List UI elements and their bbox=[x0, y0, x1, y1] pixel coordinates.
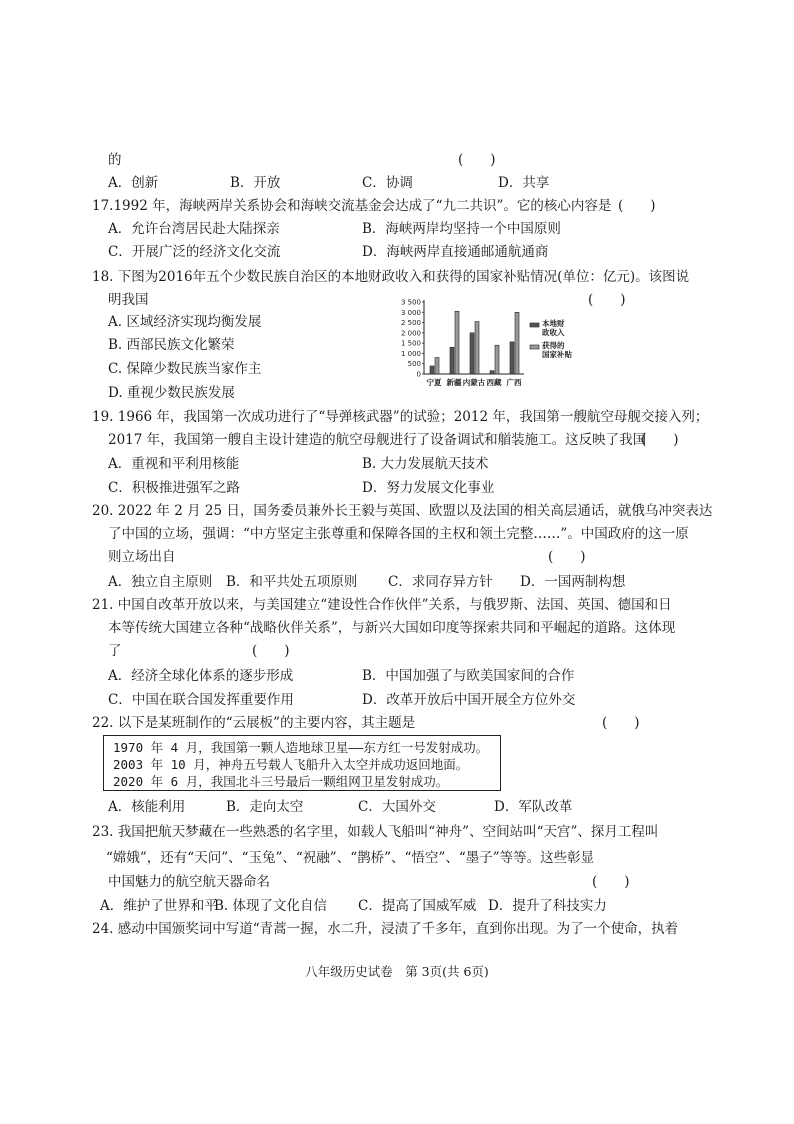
q20-option-d[interactable]: D．一国两制构想 bbox=[520, 574, 626, 590]
bar-national-subsidy bbox=[455, 311, 459, 374]
q17-stem: 17.1992 年，海峡两岸关系协会和海峡交流基金会达成了“九二共识”。它的核心内容是 bbox=[92, 198, 612, 214]
q17-answer-bracket[interactable]: ( ) bbox=[618, 198, 656, 214]
q18-bar-chart bbox=[388, 296, 588, 388]
q18-stem-line1: 18. 下图为2016年五个少数民族自治区的本地财政收入和获得的国家补贴情况(单位：亿元)。该图说 bbox=[92, 269, 690, 285]
bar-local-revenue bbox=[450, 347, 454, 374]
y-tick-label: 3 500 bbox=[400, 298, 421, 307]
y-tick-label: 1 000 bbox=[400, 349, 421, 358]
q23-answer-bracket[interactable]: ( ) bbox=[592, 874, 630, 890]
board-line-2: 2003 年 10 月，神舟五号载人飞船升入太空并成功返回地面。 bbox=[113, 757, 469, 772]
q20-stem-line3: 则立场出自 bbox=[108, 549, 176, 565]
q16-option-c[interactable]: C．协调 bbox=[362, 175, 413, 191]
q16-answer-bracket[interactable]: ( ) bbox=[458, 152, 496, 168]
q23-stem-line2: “嫦娥”，还有“天问”、“玉兔”、“祝融”、“鹊桥”、“悟空”、“墨子”等等。这些彰显 bbox=[106, 850, 595, 866]
q16-option-d[interactable]: D．共享 bbox=[498, 175, 550, 191]
q17-option-b[interactable]: B．海峡两岸均坚持一个中国原则 bbox=[362, 221, 561, 237]
q24-stem-line1: 24. 感动中国颁奖词中写道“青蒿一握，水二升，浸渍了千多年，直到你出现。为了一个使命，执着 bbox=[92, 921, 679, 937]
q22-stem: 22. 以下是某班制作的“云展板”的主要内容，其主题是 bbox=[92, 715, 416, 731]
q18-answer-bracket[interactable]: ( ) bbox=[588, 292, 626, 308]
legend-swatch bbox=[530, 345, 539, 349]
q18-option-b[interactable]: B. 西部民族文化繁荣 bbox=[108, 337, 235, 353]
q19-option-d[interactable]: D．努力发展文化事业 bbox=[362, 480, 495, 496]
y-tick-label: 3 000 bbox=[400, 308, 421, 317]
q23-option-a[interactable]: A．维护了世界和平 bbox=[100, 898, 218, 914]
y-tick-label: 2 000 bbox=[400, 329, 421, 338]
q23-stem-line3: 中国魅力的航空航天器命名 bbox=[108, 874, 270, 890]
x-category-label: 宁夏 bbox=[426, 378, 442, 387]
x-category-label: 广西 bbox=[506, 378, 522, 387]
q20-option-b[interactable]: B．和平共处五项原则 bbox=[226, 574, 358, 590]
q21-stem-line2: 本等传统大国建立各种“战略伙伴关系”，与新兴大国如印度等探索共同和平崛起的道路。这体现 bbox=[108, 620, 676, 636]
q19-stem-line2: 2017 年，我国第一艘自主设计建造的航空母舰进行了设备调试和艏装施工。这反映了我国 bbox=[108, 432, 647, 448]
legend-label: 本地财政收入 bbox=[542, 319, 565, 337]
x-category-label: 新疆 bbox=[446, 378, 462, 387]
q21-option-c[interactable]: C．中国在联合国发挥重要作用 bbox=[108, 692, 294, 708]
q16-option-a[interactable]: A．创新 bbox=[108, 175, 159, 191]
q22-option-c[interactable]: C．大国外交 bbox=[358, 799, 436, 815]
q19-stem-line1: 19. 1966 年，我国第一次成功进行了“导弹核武器”的试验；2012 年，我国第一艘航空母舰交接入列； bbox=[92, 409, 709, 425]
q21-answer-bracket[interactable]: ( ) bbox=[252, 643, 290, 659]
q21-option-b[interactable]: B．中国加强了与欧美国家间的合作 bbox=[362, 668, 575, 684]
q21-option-a[interactable]: A．经济全球化体系的逐步形成 bbox=[108, 668, 294, 684]
x-category-label: 西藏 bbox=[486, 378, 502, 387]
q20-answer-bracket[interactable]: ( ) bbox=[548, 549, 586, 565]
q20-option-c[interactable]: C．求同存异方针 bbox=[388, 574, 493, 590]
q16-option-b[interactable]: B．开放 bbox=[230, 175, 281, 191]
bar-local-revenue bbox=[430, 366, 434, 374]
page-footer: 八年级历史试卷 第 3页(共 6页) bbox=[305, 964, 489, 979]
q19-option-c[interactable]: C．积极推进强军之路 bbox=[108, 480, 240, 496]
bar-local-revenue bbox=[490, 371, 494, 374]
q22-option-b[interactable]: B．走向太空 bbox=[226, 799, 304, 815]
q20-option-a[interactable]: A．独立自主原则 bbox=[108, 574, 213, 590]
y-tick-label: 1 500 bbox=[400, 339, 421, 348]
q18-option-a[interactable]: A. 区域经济实现均衡发展 bbox=[108, 314, 262, 330]
y-tick-label: 500 bbox=[407, 360, 421, 369]
q17-option-c[interactable]: C．开展广泛的经济文化交流 bbox=[108, 244, 281, 260]
y-tick-label: 2 500 bbox=[400, 319, 421, 328]
q18-option-c[interactable]: C. 保障少数民族当家作主 bbox=[108, 361, 262, 377]
q23-option-c[interactable]: C．提高了国威军威 bbox=[358, 898, 477, 914]
q23-option-d[interactable]: D．提升了科技实力 bbox=[488, 898, 607, 914]
board-line-3: 2020 年 6 月，我国北斗三号最后一颗组网卫星发射成功。 bbox=[113, 774, 449, 789]
q18-option-d[interactable]: D. 重视少数民族发展 bbox=[108, 385, 235, 401]
q17-option-d[interactable]: D．海峡两岸直接通邮通航通商 bbox=[362, 244, 549, 260]
q18-stem-line2: 明我国 bbox=[108, 292, 149, 308]
bar-national-subsidy bbox=[495, 345, 499, 374]
x-category-label: 内蒙古 bbox=[462, 378, 486, 387]
q22-option-d[interactable]: D．军队改革 bbox=[494, 799, 573, 815]
q19-option-b[interactable]: B. 大力发展航天技术 bbox=[362, 456, 489, 472]
q16-stem-cont: 的 bbox=[108, 152, 122, 168]
bar-national-subsidy bbox=[435, 358, 439, 374]
legend-swatch bbox=[530, 323, 539, 327]
q22-answer-bracket[interactable]: ( ) bbox=[602, 715, 640, 731]
bar-national-subsidy bbox=[515, 312, 519, 374]
q23-stem-line1: 23. 我国把航天梦藏在一些熟悉的名字里，如载人飞船叫“神舟”、空间站叫“天宫”、探月工程叫 bbox=[92, 824, 659, 840]
q21-stem-line1: 21. 中国自改革开放以来，与美国建立“建设性合作伙伴”关系，与俄罗斯、法国、英国、德国和日 bbox=[92, 597, 672, 613]
bar-local-revenue bbox=[470, 333, 474, 374]
q20-stem-line2: 了中国的立场，强调：“中方坚定主张尊重和保障各国的主权和领土完整……”。中国政府的这一原 bbox=[108, 526, 689, 542]
q22-option-a[interactable]: A．核能利用 bbox=[108, 799, 186, 815]
q17-option-a[interactable]: A．允许台湾居民赴大陆探亲 bbox=[108, 221, 280, 237]
q20-stem-line1: 20. 2022 年 2 月 25 日，国务委员兼外长王毅与英国、欧盟以及法国的相关高层通话，就俄乌冲突表达 bbox=[92, 503, 713, 519]
legend-label: 获得的国家补贴 bbox=[542, 341, 572, 359]
board-line-1: 1970 年 4 月，我国第一颗人造地球卫星——东方红一号发射成功。 bbox=[113, 740, 489, 755]
q21-stem-line3: 了 bbox=[108, 643, 122, 659]
bar-local-revenue bbox=[510, 342, 514, 374]
q21-option-d[interactable]: D．改革开放后中国开展全方位外交 bbox=[362, 692, 576, 708]
q19-answer-bracket[interactable]: ( ) bbox=[641, 432, 679, 448]
bar-national-subsidy bbox=[475, 322, 479, 374]
q19-option-a[interactable]: A．重视和平利用核能 bbox=[108, 456, 240, 472]
y-tick-label: 0 bbox=[416, 370, 421, 379]
q23-option-b[interactable]: B. 体现了文化自信 bbox=[214, 898, 328, 914]
